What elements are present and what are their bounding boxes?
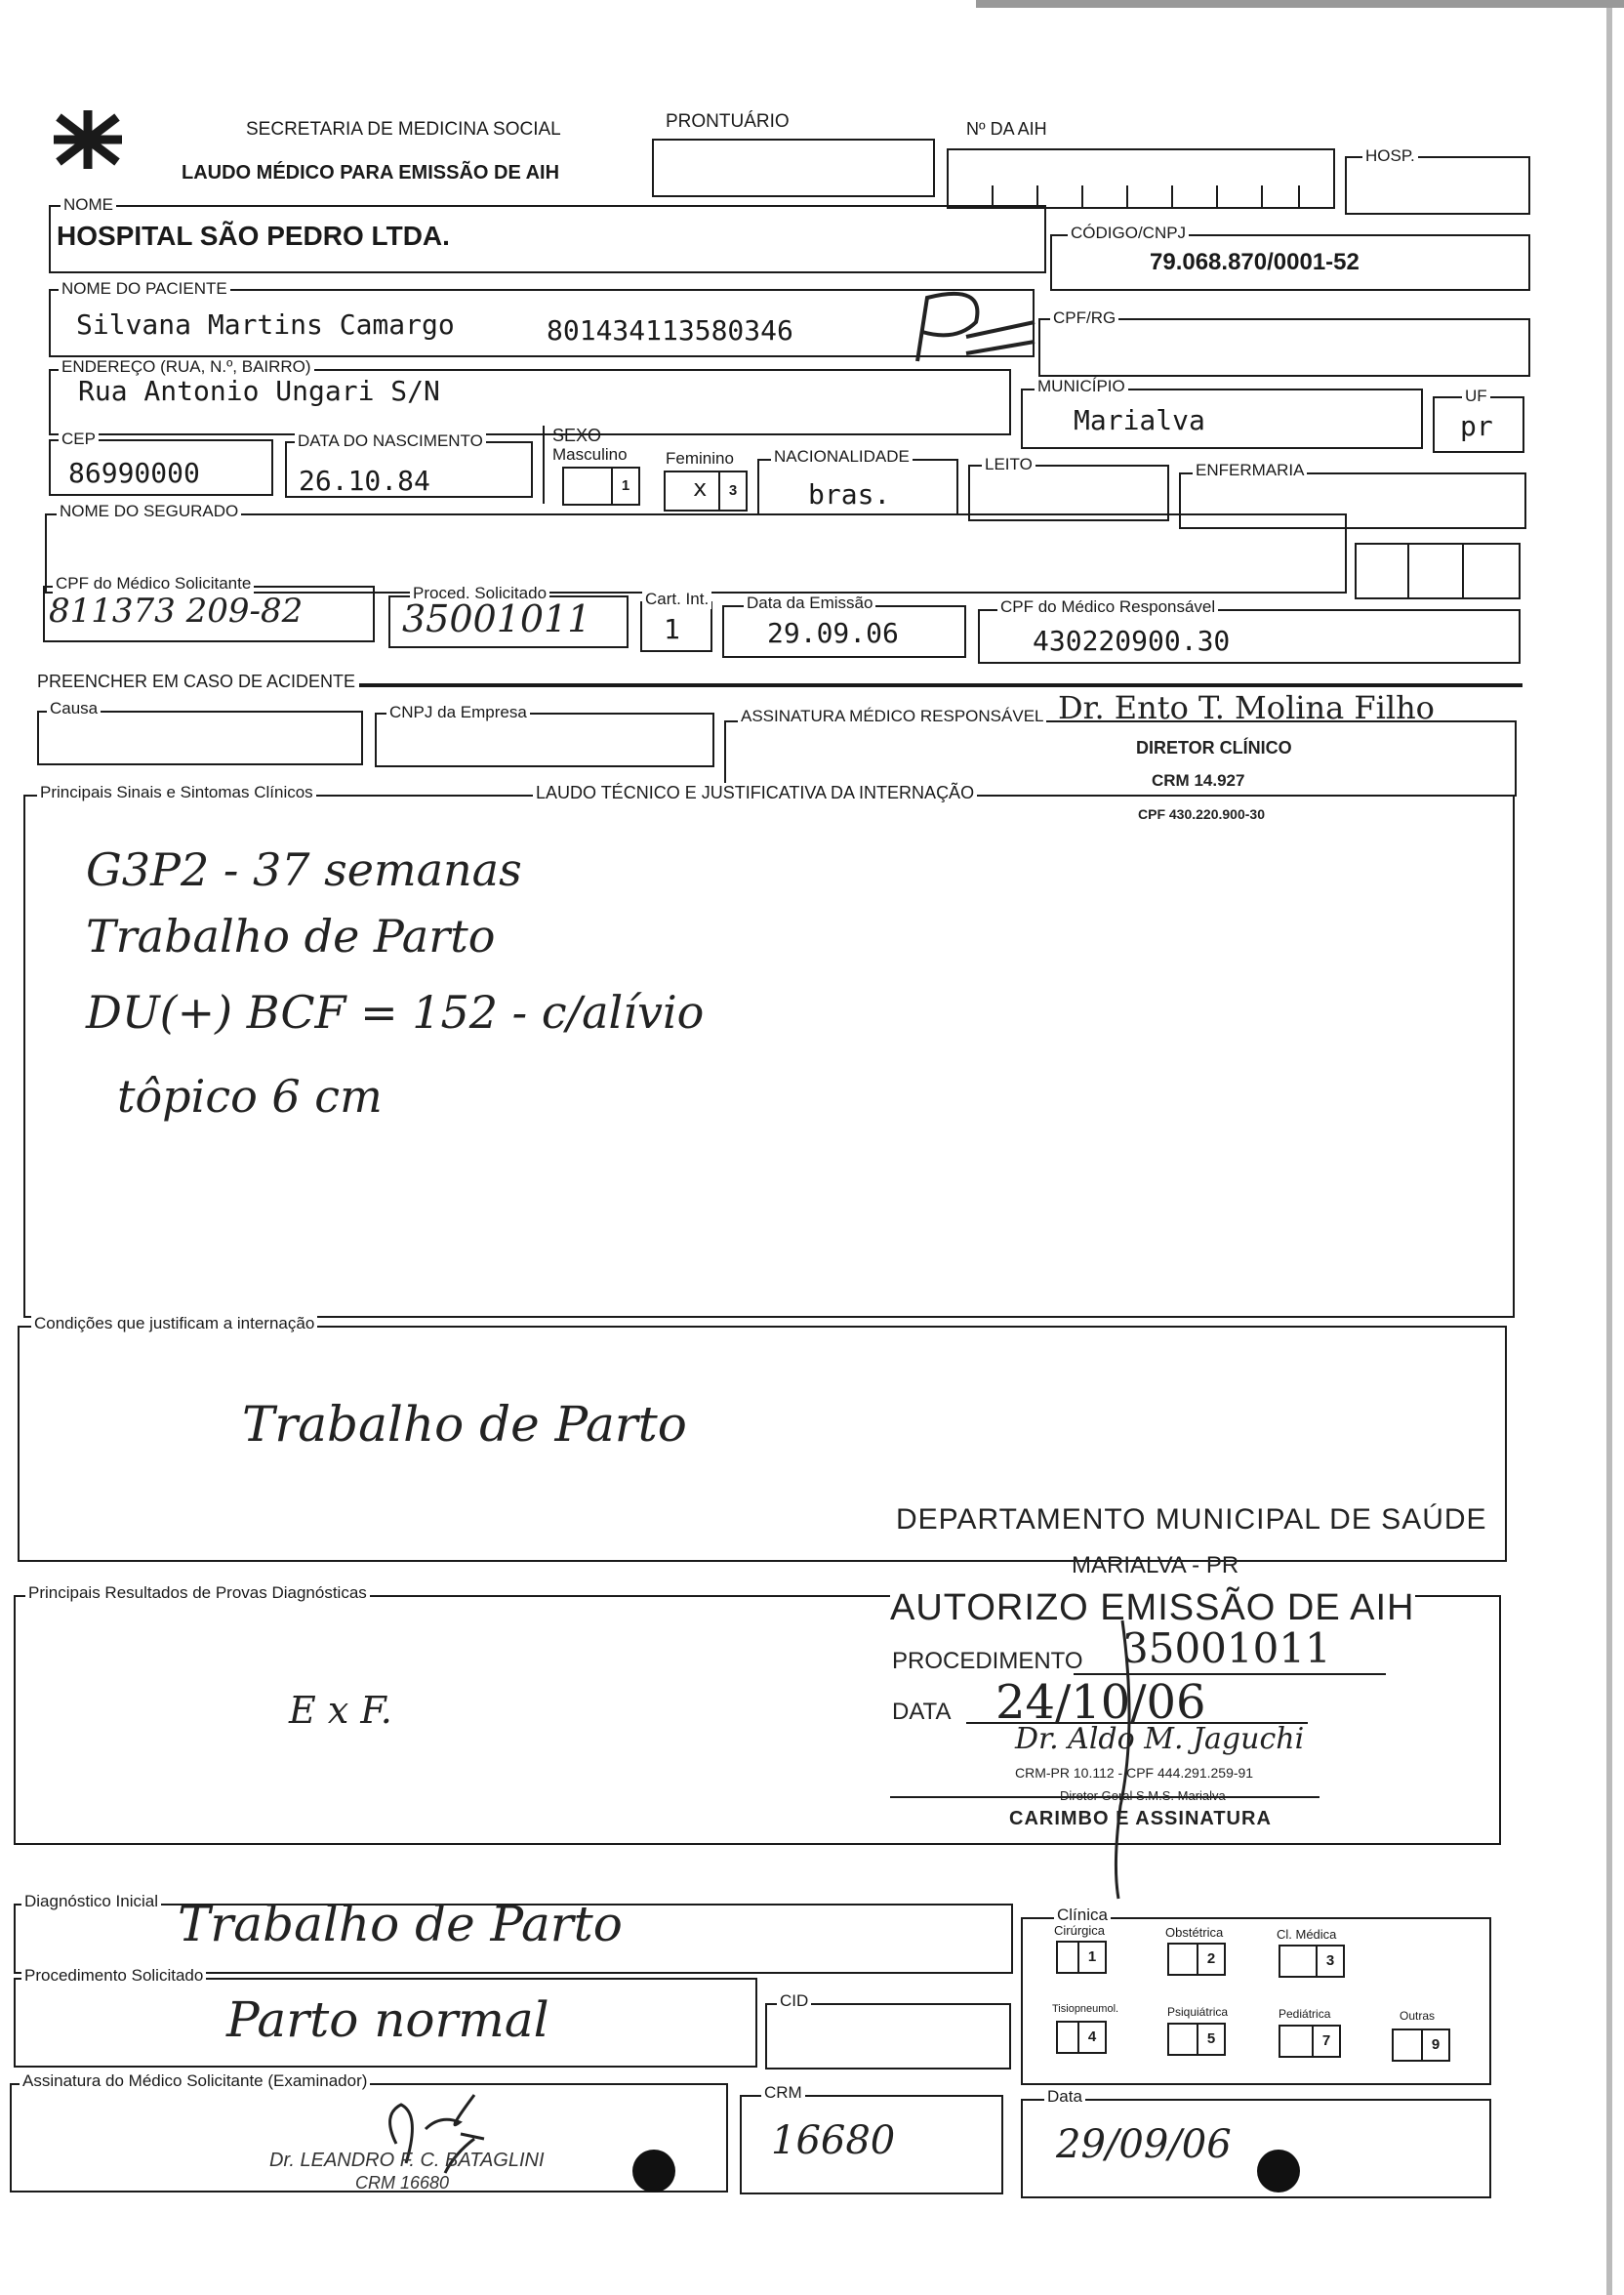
nacionalidade-label: NACIONALIDADE [771,447,913,467]
feminino-code: 3 [718,472,746,510]
hospital-name-label: NOME [61,195,116,215]
stamp-pen-stroke [1083,1611,1161,1904]
municipio-label: MUNICÍPIO [1035,377,1128,396]
stamp-crm: CRM-PR 10.112 - CPF 444.291.259-91 [1015,1765,1254,1781]
procedimento-value: Parto normal [226,1991,549,2048]
clinica-checkbox-pediatrica[interactable] [1279,2025,1341,2058]
sexo-bracket [543,426,548,504]
clinica-code: 2 [1197,1943,1226,1976]
stamp-footer: CARIMBO E ASSINATURA [1009,1808,1272,1829]
prontuario-field[interactable] [652,139,935,197]
punch-hole-left [632,2150,675,2193]
signs-line-4: tôpico 6 cm [117,1070,383,1123]
clinica-checkbox-obstetrica[interactable] [1167,1943,1226,1976]
sexo-label: SEXO [552,426,602,445]
causa-label: Causa [47,699,101,718]
crm-value: 16680 [771,2118,896,2163]
leito-label: LEITO [982,455,1035,474]
cnpj-label: CÓDIGO/CNPJ [1068,224,1189,243]
clinica-option-name: Cirúrgica [1054,1923,1106,1938]
municipal-stamp-line1: DEPARTAMENTO MUNICIPAL DE SAÚDE [896,1503,1487,1536]
hospital-name: HOSPITAL SÃO PEDRO LTDA. [57,221,450,251]
masculino-label: Masculino [552,445,628,464]
cpf-rg-label: CPF/RG [1050,308,1118,328]
clinica-option-name: Psiquiátrica [1167,2005,1229,2019]
municipal-stamp-authorize: AUTORIZO EMISSÃO DE AIH [890,1587,1415,1628]
stamp-signature: Dr. Aldo M. Jaguchi [1015,1722,1305,1756]
doctor-stamp-crm: CRM 16680 [355,2173,450,2193]
clinica-checkbox-outras[interactable] [1392,2029,1450,2062]
proc-solicitado-value: 35001011 [402,597,591,640]
masculino-checkbox[interactable] [562,467,640,506]
clinica-option-name: Cl. Médica [1277,1927,1337,1942]
feminino-label: Feminino [666,449,734,468]
stamp-date-value: 24/10/06 [995,1675,1206,1730]
cpf-solicitante-label: CPF do Médico Solicitante [53,574,254,594]
form-title: LAUDO MÉDICO PARA EMISSÃO DE AIH [182,162,560,184]
enfermaria-label: ENFERMARIA [1193,461,1307,480]
org-name: SECRETARIA DE MEDICINA SOCIAL [246,119,561,140]
cnpj-value: 79.068.870/0001-52 [1150,249,1360,275]
responsavel-stamp-crm: CRM 14.927 [1152,771,1245,790]
address-value: Rua Antonio Ungari S/N [78,375,440,407]
laudo-section-title: LAUDO TÉCNICO E JUSTIFICATIVA DA INTERNAÇÃO [533,783,977,803]
responsavel-stamp-role: DIRETOR CLÍNICO [1136,738,1292,758]
patient-card-number: 801434113580346 [547,314,793,347]
logo-icon [49,105,127,174]
clinica-code: 9 [1421,2029,1450,2062]
aih-label: Nº DA AIH [966,119,1047,139]
diagnostico-label: Diagnóstico Inicial [21,1892,161,1911]
segurado-cells [1355,543,1521,599]
stamp-role: Diretor Geral S.M.S. Marialva [1060,1788,1226,1803]
feminino-checkbox[interactable] [664,471,748,512]
dob-value: 26.10.84 [299,465,430,497]
responsavel-stamp-name: Dr. Ento T. Molina Filho [1058,689,1435,726]
cep-value: 86990000 [68,457,200,489]
results-value: E x F. [289,1689,392,1732]
conditions-label: Condições que justificam a internação [31,1314,317,1333]
address-label: ENDEREÇO (RUA, N.º, BAIRRO) [59,357,314,377]
clinica-code: 7 [1312,2025,1341,2058]
punch-hole-right [1257,2150,1300,2193]
data-value: 29/09/06 [1056,2122,1232,2167]
doctor-stamp-name: Dr. LEANDRO F. C. BATAGLINI [269,2150,545,2171]
feminino-mark: x [693,474,708,502]
cart-int-label: Cart. Int. [642,590,711,609]
clinica-option-name: Outras [1400,2009,1436,2023]
clinica-label: Clínica [1054,1906,1111,1925]
stamp-proc-label: PROCEDIMENTO [892,1648,1083,1674]
procedimento-label: Procedimento Solicitado [21,1966,206,1986]
clinica-code: 3 [1316,1945,1345,1978]
cart-int-value: 1 [664,613,680,645]
diagnostico-value: Trabalho de Parto [178,1896,623,1952]
patient-name-label: NOME DO PACIENTE [59,279,230,299]
proc-solicitado-label: Proced. Solicitado [410,584,549,603]
emissao-label: Data da Emissão [744,594,875,613]
municipio-value: Marialva [1074,404,1205,436]
stamp-date-label: DATA [892,1699,952,1725]
cpf-solicitante-value: 811373 209-82 [49,592,304,631]
scan-edge-right [1606,0,1612,2295]
nacionalidade-value: bras. [808,478,891,511]
signs-line-1: G3P2 - 37 semanas [86,843,522,896]
clinica-checkbox-cl-medica[interactable] [1279,1945,1345,1978]
causa-field[interactable] [37,711,363,765]
municipal-stamp-line2: MARIALVA - PR [1072,1552,1239,1578]
cpf-responsavel-label: CPF do Médico Responsável [997,597,1218,617]
clinica-option-name: Obstétrica [1165,1925,1224,1940]
stamp-proc-value: 35001011 [1122,1624,1331,1672]
uf-label: UF [1462,387,1490,406]
clinica-code: 1 [1077,1941,1107,1974]
cid-field[interactable] [765,2003,1011,2070]
emissao-value: 29.09.06 [767,617,899,649]
hosp-label: HOSP. [1362,146,1418,166]
cpf-responsavel-value: 430220900.30 [1033,625,1231,657]
cid-label: CID [777,1991,811,2011]
scan-edge-top [976,0,1624,8]
cep-label: CEP [59,430,99,449]
patient-name: Silvana Martins Camargo [76,308,455,341]
signature-label: Assinatura do Médico Solicitante (Examinador) [20,2071,370,2091]
clinica-option-name: Tisiopneumol. [1052,2003,1119,2015]
clinica-checkbox-psiquiatrica[interactable] [1167,2023,1226,2056]
prontuario-label: PRONTUÁRIO [666,111,790,132]
clinica-checkbox-cirurgica[interactable] [1056,1941,1107,1974]
clinica-code: 5 [1197,2023,1226,2056]
signs-line-2: Trabalho de Parto [86,910,496,963]
crm-label: CRM [761,2083,805,2103]
assinatura-responsavel-label: ASSINATURA MÉDICO RESPONSÁVEL [738,707,1046,726]
uf-value: pr [1460,410,1493,442]
results-label: Principais Resultados de Provas Diagnósticas [25,1583,370,1603]
signs-label: Principais Sinais e Sintomas Clínicos [37,783,316,802]
clinica-code: 4 [1077,2021,1107,2054]
signs-line-3: DU(+) BCF = 152 - c/alívio [86,986,705,1039]
responsavel-stamp-cpf: CPF 430.220.900-30 [1138,806,1265,822]
conditions-value: Trabalho de Parto [242,1396,687,1453]
data-label: Data [1044,2087,1085,2107]
segurado-label: NOME DO SEGURADO [57,502,241,521]
clinica-checkbox-tisiopneumol[interactable] [1056,2021,1107,2054]
dob-label: DATA DO NASCIMENTO [295,431,486,451]
accident-heading: PREENCHER EM CASO DE ACIDENTE [37,672,359,692]
cnpj-empresa-label: CNPJ da Empresa [386,703,530,722]
handwritten-mark [898,283,1044,371]
masculino-code: 1 [611,469,638,504]
clinica-option-name: Pediátrica [1279,2007,1331,2021]
